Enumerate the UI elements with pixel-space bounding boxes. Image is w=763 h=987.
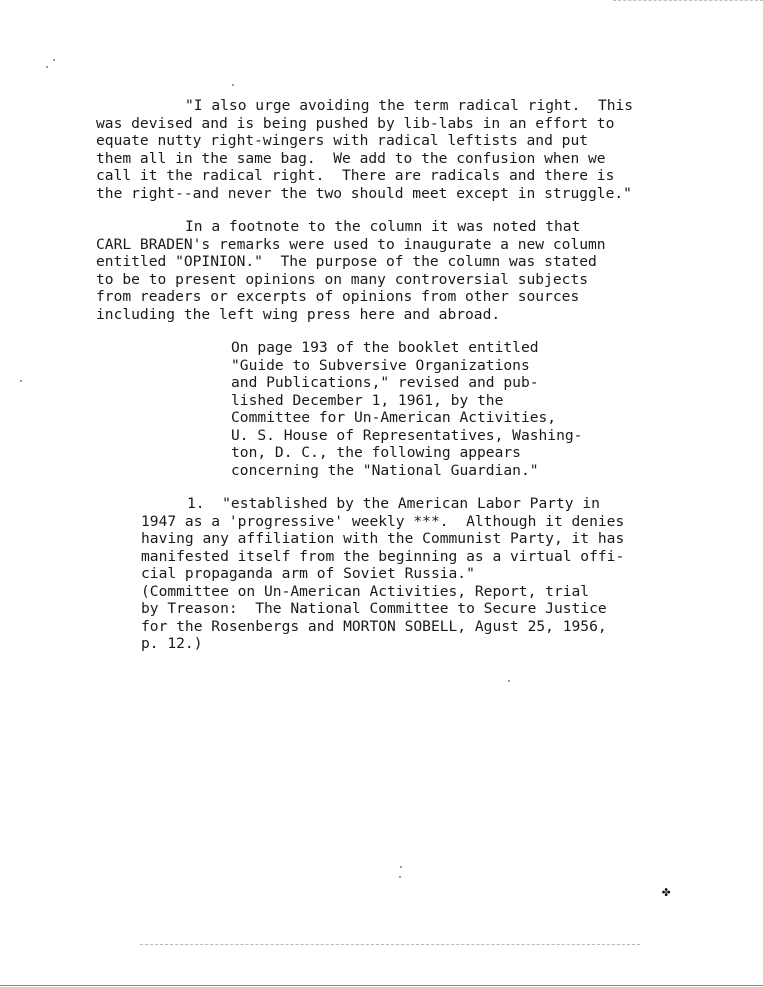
guide-line-8: concerning the "National Guardian." [231,461,539,479]
guide-line-5: Committee for Un-American Activities, [231,409,557,426]
item-line-1: 1. "established by the American Labor Party in [187,495,600,512]
quote-line-5: call it the radical right. There are radicals and there is [96,167,615,184]
footnote-line-4: to be to present opinions on many controversial subjects [96,270,589,288]
footnote-line-5: from readers or excerpts of opinions from other sources [96,288,580,305]
scan-speck [46,66,48,68]
quote-line-2: was devised and is being pushed by lib-labs in an effort to [96,114,615,132]
quote-line-3: equate nutty right-wingers with radical leftists and put [96,132,589,149]
guide-line-3: and Publications," revised and pub- [231,374,539,391]
scan-speck [399,876,401,878]
item-line-5: cial propaganda arm of Soviet Russia." [141,565,475,582]
footnote-line-2: CARL BRADEN's remarks were used to inaugurate a new column [96,235,606,253]
guide-line-2: "Guide to Subversive Organizations [231,356,530,374]
top-edge-dashes [613,0,763,1]
corner-mark-icon: ✤ [662,884,671,900]
guide-line-1: On page 193 of the booklet entitled [231,339,539,356]
footnote-line-6: including the left wing press here and abroad. [96,305,501,323]
item-line-7: by Treason: The National Committee to Secure Justice [141,600,607,617]
footnote-line-3: entitled "OPINION." The purpose of the column was stated [96,253,597,270]
item-line-4: manifested itself from the beginning as a virtual offi- [141,547,625,565]
scan-speck [232,84,234,86]
scan-speck [53,59,55,61]
item-line-8: for the Rosenbergs and MORTON SOBELL, Agust 25, 1956, [141,617,607,635]
scan-speck [508,680,510,682]
quote-line-1: "I also urge avoiding the term radical right. This [185,97,634,114]
item-line-6: (Committee on Un-American Activities, Report, trial [141,582,590,600]
guide-line-4: lished December 1, 1961, by the [231,391,504,409]
item-line-9: p. 12.) [141,635,203,652]
scan-speck [20,380,22,382]
guide-line-6: U. S. House of Representatives, Washing- [231,426,583,444]
scan-speck [400,866,402,868]
quote-line-6: the right--and never the two should meet except in struggle." [96,184,632,202]
item-line-2: 1947 as a 'progressive' weekly ***. Although it denies [141,512,625,530]
quote-line-4: them all in the same bag. We add to the confusion when we [96,149,606,167]
bottom-dashed-rule [140,944,640,945]
item-line-3: having any affiliation with the Communist Party, it has [141,530,625,547]
guide-line-7: ton, D. C., the following appears [231,444,521,461]
bottom-edge-rule [0,985,763,986]
footnote-line-1: In a footnote to the column it was noted that [185,218,581,235]
